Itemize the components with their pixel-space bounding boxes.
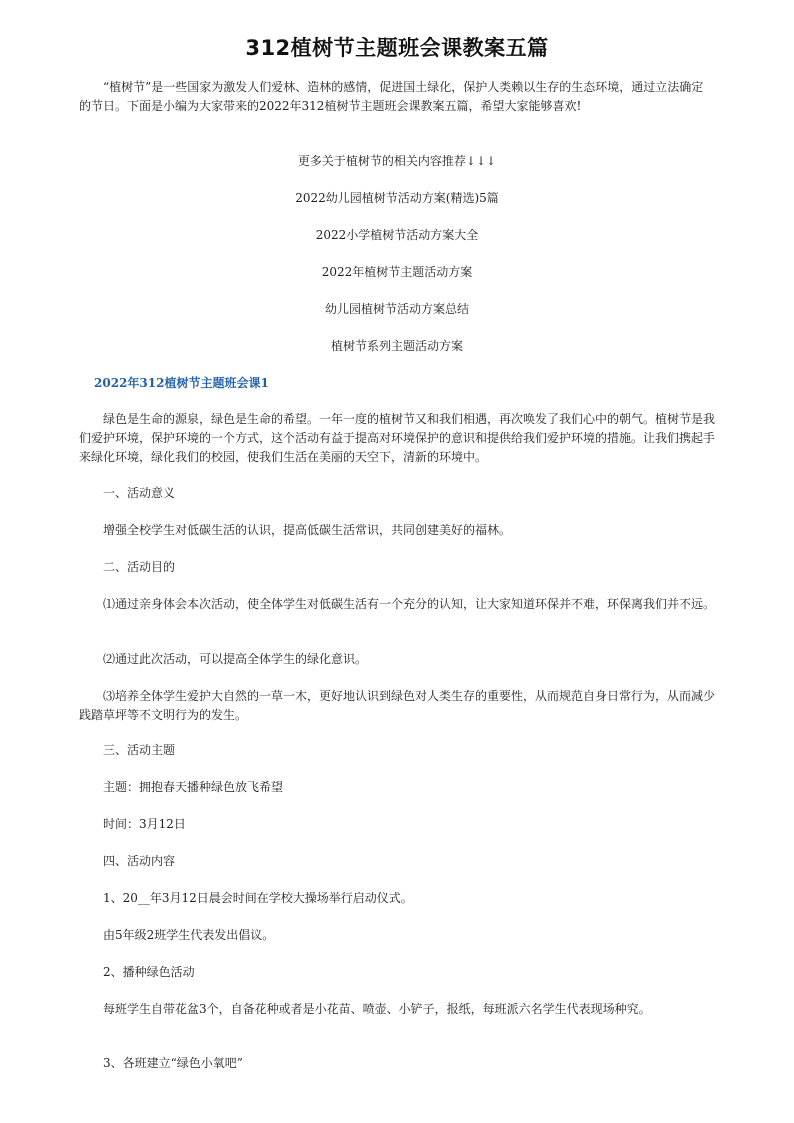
recommend-link-1[interactable]: 2022幼儿园植树节活动方案(精选)5篇 — [295, 191, 499, 205]
body-paragraph-15: 每班学生自带花盆3个，自备花种或者是小花苗、喷壶、小铲子，报纸，每班派六名学生代表现场种究。 — [103, 1002, 651, 1016]
body-paragraph-5: ⑴通过亲身体会本次活动，使全体学生对低碳生活有一个充分的认知，让大家知道环保并不难，环保离我们并不远。 — [103, 597, 716, 611]
recommend-link-2[interactable]: 2022小学植树节活动方案大全 — [315, 228, 479, 242]
body-paragraph-12: 1、20__年3月12日晨会时间在学校大操场举行启动仪式。 — [103, 891, 413, 905]
body-paragraph-2: 一、活动意义 — [103, 486, 176, 500]
body-paragraph-10: 时间：3月12日 — [103, 817, 186, 831]
body-paragraph-3: 增强全校学生对低碳生活的认识，提高低碳生活常识，共同创建美好的福林。 — [103, 523, 512, 537]
recommend-link-4[interactable]: 幼儿园植树节活动方案总结 — [324, 302, 469, 316]
body-paragraph-14: 2、播种绿色活动 — [103, 965, 195, 979]
recommend-link-3[interactable]: 2022年植树节主题活动方案 — [321, 265, 473, 279]
body-paragraph-8: 三、活动主题 — [103, 743, 176, 757]
recommend-header: 更多关于植树节的相关内容推荐↓↓↓ — [297, 154, 497, 168]
body-paragraph-13: 由5年级2班学生代表发出倡议。 — [103, 928, 275, 942]
intro-paragraph: “植树节”是一些国家为激发人们爱林、造林的感情，促进国土绿化，保护人类赖以生存的生态环境，通过立法确定的节日。下面是小编为大家带来的2022年312植树节主题班会课教案五篇，希望大家能够喜欢! — [79, 80, 704, 113]
body-paragraph-11: 四、活动内容 — [103, 854, 176, 868]
page-title: 312植树节主题班会课教案五篇 — [245, 36, 549, 60]
body-paragraph-16: 3、各班建立“绿色小氧吧” — [103, 1056, 243, 1070]
recommend-link-5[interactable]: 植树节系列主题活动方案 — [330, 339, 463, 353]
body-paragraph-7: ⑶培养全体学生爱护大自然的一草一木，更好地认识到绿色对人类生存的重要性，从而规范自身日常行为，从而减少践踏草坪等不文明行为的发生。 — [79, 689, 716, 722]
body-paragraph-6: ⑵通过此次活动，可以提高全体学生的绿化意识。 — [103, 652, 368, 666]
body-paragraph-9: 主题：拥抱春天播种绿色放飞希望 — [103, 780, 284, 794]
body-paragraph-4: 二、活动目的 — [103, 560, 176, 574]
section-heading: 2022年312植树节主题班会课1 — [94, 376, 269, 390]
body-paragraph-1: 绿色是生命的源泉，绿色是生命的希望。一年一度的植树节又和我们相遇，再次唤发了我们心中的朝气。植树节是我们爱护环境，保护环境的一个方式，这个活动有益于提高对环境保护的意识和提供给我们爱护环境的措施。让我们携起手来绿化环境，绿化我们的校园，使我们生活在美丽的天空下，清新的环境中。 — [79, 412, 716, 464]
